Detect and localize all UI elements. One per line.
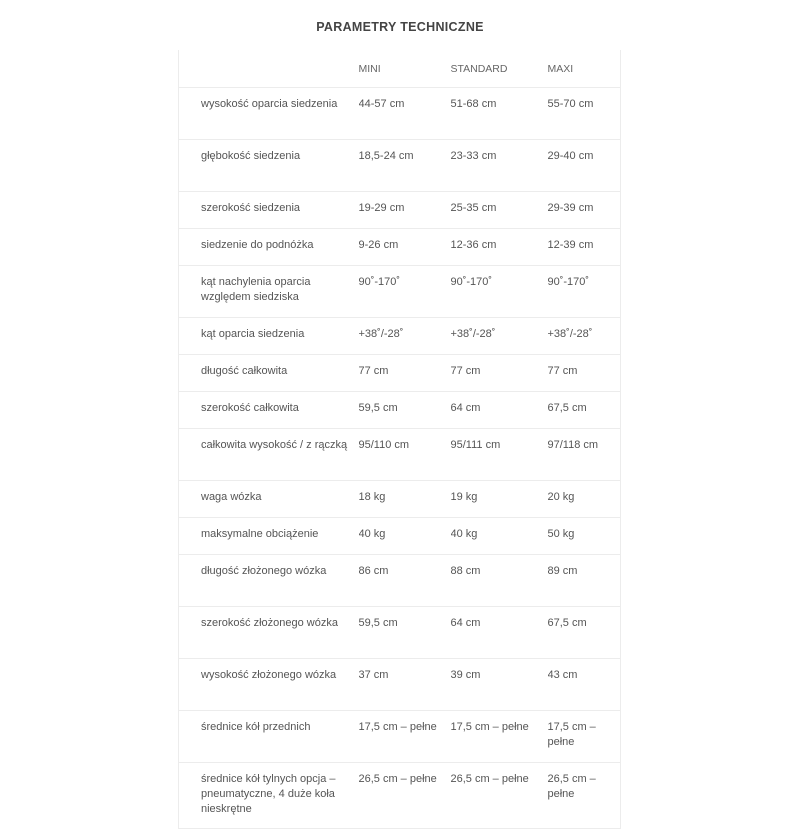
row-label: waga wózka [179, 481, 359, 518]
row-label: szerokość siedzenia [179, 192, 359, 229]
table-row [179, 266, 621, 318]
cell-maxi: 89 cm [548, 555, 621, 607]
cell-standard: 17,5 cm – pełne [451, 711, 548, 763]
cell-standard: 51-68 cm [451, 88, 548, 140]
cell-maxi: 20 kg [548, 481, 621, 518]
row-label: średnice kół tylnych opcja – pneumatyczne, 4 duże koła nieskrętne [179, 763, 359, 829]
cell-mini: 37 cm [359, 659, 451, 711]
cell-standard: 23-33 cm [451, 140, 548, 192]
cell-maxi: 17,5 cm – pełne [548, 711, 621, 763]
cell-maxi: 97/118 cm [548, 429, 621, 481]
cell-maxi: 50 kg [548, 518, 621, 555]
cell-maxi: 29-39 cm [548, 192, 621, 229]
cell-mini: 17,5 cm – pełne [359, 711, 451, 763]
row-label: całkowita wysokość / z rączką [179, 429, 359, 481]
cell-mini: 59,5 cm [359, 607, 451, 659]
cell-mini: 95/110 cm [359, 429, 451, 481]
cell-maxi: 43 cm [548, 659, 621, 711]
cell-maxi: 12-39 cm [548, 229, 621, 266]
cell-standard: 90˚-170˚ [451, 266, 548, 318]
cell-standard: 77 cm [451, 355, 548, 392]
header-cell-maxi: MAXI [548, 50, 621, 88]
table-row [179, 140, 621, 192]
cell-maxi: +38˚/-28˚ [548, 318, 621, 355]
table-row [179, 711, 621, 763]
table-row [179, 555, 621, 607]
row-label: wysokość oparcia siedzenia [179, 88, 359, 140]
cell-standard: 26,5 cm – pełne [451, 763, 548, 829]
table-row [179, 607, 621, 659]
cell-maxi: 55-70 cm [548, 88, 621, 140]
table-row [179, 659, 621, 711]
row-label: szerokość całkowita [179, 392, 359, 429]
row-label: maksymalne obciążenie [179, 518, 359, 555]
cell-maxi: 67,5 cm [548, 607, 621, 659]
table-row [179, 429, 621, 481]
cell-mini: 9-26 cm [359, 229, 451, 266]
cell-standard: 88 cm [451, 555, 548, 607]
cell-standard: +38˚/-28˚ [451, 318, 548, 355]
cell-standard: 19 kg [451, 481, 548, 518]
cell-standard: 40 kg [451, 518, 548, 555]
table-row [179, 392, 621, 429]
cell-mini: 19-29 cm [359, 192, 451, 229]
cell-mini: 77 cm [359, 355, 451, 392]
cell-maxi: 29-40 cm [548, 140, 621, 192]
header-cell-empty [179, 50, 359, 88]
header-cell-standard: STANDARD [451, 50, 548, 88]
cell-maxi: 90˚-170˚ [548, 266, 621, 318]
cell-standard: 95/111 cm [451, 429, 548, 481]
row-label: długość złożonego wózka [179, 555, 359, 607]
cell-standard: 39 cm [451, 659, 548, 711]
table-row [179, 88, 621, 140]
table-row [179, 518, 621, 555]
row-label: wysokość złożonego wózka [179, 659, 359, 711]
cell-mini: 18 kg [359, 481, 451, 518]
cell-standard: 12-36 cm [451, 229, 548, 266]
row-label: głębokość siedzenia [179, 140, 359, 192]
row-label: szerokość złożonego wózka [179, 607, 359, 659]
table-header-row [179, 50, 621, 88]
cell-mini: 18,5-24 cm [359, 140, 451, 192]
cell-mini: 90˚-170˚ [359, 266, 451, 318]
table-row [179, 481, 621, 518]
cell-standard: 25-35 cm [451, 192, 548, 229]
cell-standard: 64 cm [451, 392, 548, 429]
cell-mini: 44-57 cm [359, 88, 451, 140]
page-title: PARAMETRY TECHNICZNE [316, 20, 484, 34]
cell-mini: 86 cm [359, 555, 451, 607]
cell-mini: 59,5 cm [359, 392, 451, 429]
row-label: długość całkowita [179, 355, 359, 392]
cell-mini: 40 kg [359, 518, 451, 555]
row-label: średnice kół przednich [179, 711, 359, 763]
header-cell-mini: MINI [359, 50, 451, 88]
table-row [179, 318, 621, 355]
cell-maxi: 77 cm [548, 355, 621, 392]
row-label: siedzenie do podnóżka [179, 229, 359, 266]
cell-maxi: 26,5 cm – pełne [548, 763, 621, 829]
row-label: kąt oparcia siedzenia [179, 318, 359, 355]
cell-mini: 26,5 cm – pełne [359, 763, 451, 829]
spec-table [178, 50, 621, 829]
table-row [179, 192, 621, 229]
table-row [179, 355, 621, 392]
table-row [179, 229, 621, 266]
cell-mini: +38˚/-28˚ [359, 318, 451, 355]
cell-maxi: 67,5 cm [548, 392, 621, 429]
cell-standard: 64 cm [451, 607, 548, 659]
row-label: kąt nachylenia oparcia względem siedziska [179, 266, 359, 318]
table-row [179, 763, 621, 829]
